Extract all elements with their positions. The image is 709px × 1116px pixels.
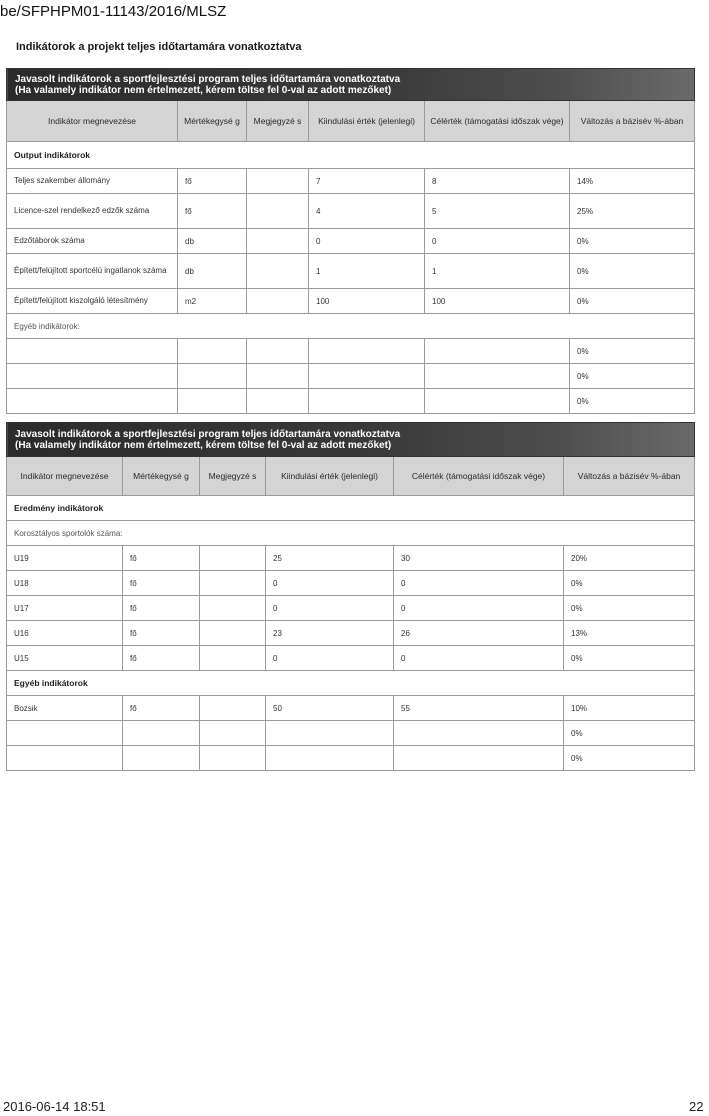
indicator-base: 0 xyxy=(309,229,425,254)
indicator-note xyxy=(200,621,266,646)
col-header-note: Megjegyzé s xyxy=(247,101,309,142)
category-row xyxy=(7,496,695,521)
indicator-target: 8 xyxy=(425,169,570,194)
indicator-unit: fő xyxy=(123,546,200,571)
table-row xyxy=(7,571,695,596)
category-label: Output indikátorok xyxy=(7,142,695,169)
banner-line-2: (Ha valamely indikátor nem értelmezett, kérem töltse fel 0-val az adott mezőket) xyxy=(15,439,392,451)
indicator-target xyxy=(425,339,570,364)
col-header-note: Megjegyzé s xyxy=(200,457,266,496)
indicator-base: 50 xyxy=(266,696,394,721)
indicator-unit: fő xyxy=(123,696,200,721)
table-header-row xyxy=(7,101,695,142)
indicator-change: 25% xyxy=(570,194,695,229)
indicator-change: 0% xyxy=(570,364,695,389)
category-row xyxy=(7,671,695,696)
indicator-change: 0% xyxy=(570,339,695,364)
indicator-target: 0 xyxy=(394,596,564,621)
indicator-unit xyxy=(178,364,247,389)
indicator-note xyxy=(247,364,309,389)
indicator-note xyxy=(200,596,266,621)
indicator-target: 0 xyxy=(394,646,564,671)
indicator-note xyxy=(200,696,266,721)
document-id: be/SFPHPM01-11143/2016/MLSZ xyxy=(0,3,227,20)
indicator-name xyxy=(7,339,178,364)
indicator-target: 30 xyxy=(394,546,564,571)
indicator-note xyxy=(200,721,266,746)
indicator-change: 13% xyxy=(564,621,695,646)
indicator-name: Teljes szakember állomány xyxy=(7,169,178,194)
indicator-unit: db xyxy=(178,229,247,254)
indicator-unit xyxy=(178,339,247,364)
indicator-name: U17 xyxy=(7,596,123,621)
indicator-name: Bozsik xyxy=(7,696,123,721)
indicator-base: 0 xyxy=(266,571,394,596)
indicator-unit: fő xyxy=(123,571,200,596)
indicator-unit: m2 xyxy=(178,289,247,314)
table-row xyxy=(7,194,695,229)
indicator-unit: fő xyxy=(123,596,200,621)
indicator-unit: fő xyxy=(178,169,247,194)
indicator-name xyxy=(7,364,178,389)
table-row xyxy=(7,339,695,364)
indicator-base xyxy=(309,364,425,389)
table-header-row xyxy=(7,457,695,496)
indicator-name: Licence-szel rendelkező edzők száma xyxy=(7,194,178,229)
indicator-change: 0% xyxy=(570,254,695,289)
indicator-base xyxy=(309,339,425,364)
indicator-unit: db xyxy=(178,254,247,289)
category-row xyxy=(7,142,695,169)
indicator-base: 25 xyxy=(266,546,394,571)
indicator-base: 23 xyxy=(266,621,394,646)
table-row xyxy=(7,229,695,254)
table-row xyxy=(7,254,695,289)
indicator-note xyxy=(200,646,266,671)
col-header-unit: Mértékegysé g xyxy=(123,457,200,496)
indicator-target xyxy=(394,746,564,771)
indicator-note xyxy=(247,169,309,194)
indicator-note xyxy=(247,339,309,364)
indicator-base: 7 xyxy=(309,169,425,194)
table-row xyxy=(7,169,695,194)
indicator-name xyxy=(7,389,178,414)
indicator-target: 1 xyxy=(425,254,570,289)
page-number: 22 xyxy=(689,1099,704,1114)
table-row xyxy=(7,289,695,314)
indicator-change: 0% xyxy=(564,571,695,596)
indicator-name: U18 xyxy=(7,571,123,596)
indicator-note xyxy=(200,746,266,771)
output-indicators-table xyxy=(6,68,695,414)
table-row xyxy=(7,389,695,414)
indicator-target: 0 xyxy=(394,571,564,596)
indicator-change: 0% xyxy=(570,389,695,414)
table-row xyxy=(7,546,695,571)
indicator-note xyxy=(247,289,309,314)
category-label: Egyéb indikátorok xyxy=(7,671,695,696)
indicator-unit xyxy=(123,721,200,746)
indicator-target: 100 xyxy=(425,289,570,314)
indicator-change: 0% xyxy=(570,289,695,314)
indicator-base: 0 xyxy=(266,646,394,671)
other-indicators-label: Egyéb indikátorok: xyxy=(7,314,695,339)
banner-line-1: Javasolt indikátorok a sportfejlesztési program teljes időtartamára vonatkoztatva xyxy=(15,428,401,440)
indicator-base: 100 xyxy=(309,289,425,314)
indicator-note xyxy=(200,546,266,571)
indicator-unit: fő xyxy=(178,194,247,229)
indicator-target: 5 xyxy=(425,194,570,229)
indicator-change: 14% xyxy=(570,169,695,194)
indicator-change: 0% xyxy=(564,596,695,621)
indicator-target: 26 xyxy=(394,621,564,646)
indicator-name: Edzőtáborok száma xyxy=(7,229,178,254)
table-banner xyxy=(7,423,695,457)
table-row xyxy=(7,621,695,646)
col-header-base: Kiindulási érték (jelenlegi) xyxy=(266,457,394,496)
indicator-name: Épített/felújított kiszolgáló létesítmény xyxy=(7,289,178,314)
indicator-name xyxy=(7,746,123,771)
table-row xyxy=(7,696,695,721)
indicator-base: 1 xyxy=(309,254,425,289)
indicator-note xyxy=(247,194,309,229)
footer-timestamp: 2016-06-14 18:51 xyxy=(3,1099,106,1114)
col-header-target: Célérték (támogatási időszak vége) xyxy=(394,457,564,496)
indicator-base: 0 xyxy=(266,596,394,621)
table-row xyxy=(7,746,695,771)
indicator-name xyxy=(7,721,123,746)
col-header-change: Változás a bázisév %-ában xyxy=(564,457,695,496)
indicator-target xyxy=(394,721,564,746)
indicator-base: 4 xyxy=(309,194,425,229)
banner-line-1: Javasolt indikátorok a sportfejlesztési program teljes időtartamára vonatkoztatva xyxy=(15,73,401,85)
indicator-name: U15 xyxy=(7,646,123,671)
banner-line-2: (Ha valamely indikátor nem értelmezett, kérem töltse fel 0-val az adott mezőket) xyxy=(15,84,392,96)
subheader-row xyxy=(7,521,695,546)
section-title: Indikátorok a projekt teljes időtartamára vonatkoztatva xyxy=(16,41,302,53)
indicator-change: 0% xyxy=(564,646,695,671)
indicator-base xyxy=(266,746,394,771)
indicator-name: U19 xyxy=(7,546,123,571)
indicator-change: 0% xyxy=(564,721,695,746)
indicator-target: 55 xyxy=(394,696,564,721)
indicator-unit: fő xyxy=(123,646,200,671)
age-group-label: Korosztályos sportolók száma: xyxy=(7,521,695,546)
indicator-target xyxy=(425,364,570,389)
indicator-name: Épített/felújított sportcélú ingatlanok száma xyxy=(7,254,178,289)
result-indicators-table xyxy=(6,422,695,771)
col-header-name: Indikátor megnevezése xyxy=(7,101,178,142)
col-header-name: Indikátor megnevezése xyxy=(7,457,123,496)
table-banner xyxy=(7,69,695,101)
indicator-unit: fő xyxy=(123,621,200,646)
indicator-change: 10% xyxy=(564,696,695,721)
indicator-change: 20% xyxy=(564,546,695,571)
indicator-base xyxy=(309,389,425,414)
table-row xyxy=(7,596,695,621)
category-label: Eredmény indikátorok xyxy=(7,496,695,521)
table-row xyxy=(7,364,695,389)
table-row xyxy=(7,721,695,746)
indicator-target: 0 xyxy=(425,229,570,254)
indicator-change: 0% xyxy=(564,746,695,771)
col-header-unit: Mértékegysé g xyxy=(178,101,247,142)
indicator-base xyxy=(266,721,394,746)
col-header-base: Kiindulási érték (jelenlegi) xyxy=(309,101,425,142)
indicator-unit xyxy=(178,389,247,414)
subheader-row xyxy=(7,314,695,339)
col-header-change: Változás a bázisév %-ában xyxy=(570,101,695,142)
table-row xyxy=(7,646,695,671)
indicator-change: 0% xyxy=(570,229,695,254)
indicator-unit xyxy=(123,746,200,771)
indicator-note xyxy=(247,229,309,254)
col-header-target: Célérték (támogatási időszak vége) xyxy=(425,101,570,142)
indicator-target xyxy=(425,389,570,414)
indicator-name: U16 xyxy=(7,621,123,646)
indicator-note xyxy=(247,389,309,414)
indicator-note xyxy=(247,254,309,289)
indicator-note xyxy=(200,571,266,596)
